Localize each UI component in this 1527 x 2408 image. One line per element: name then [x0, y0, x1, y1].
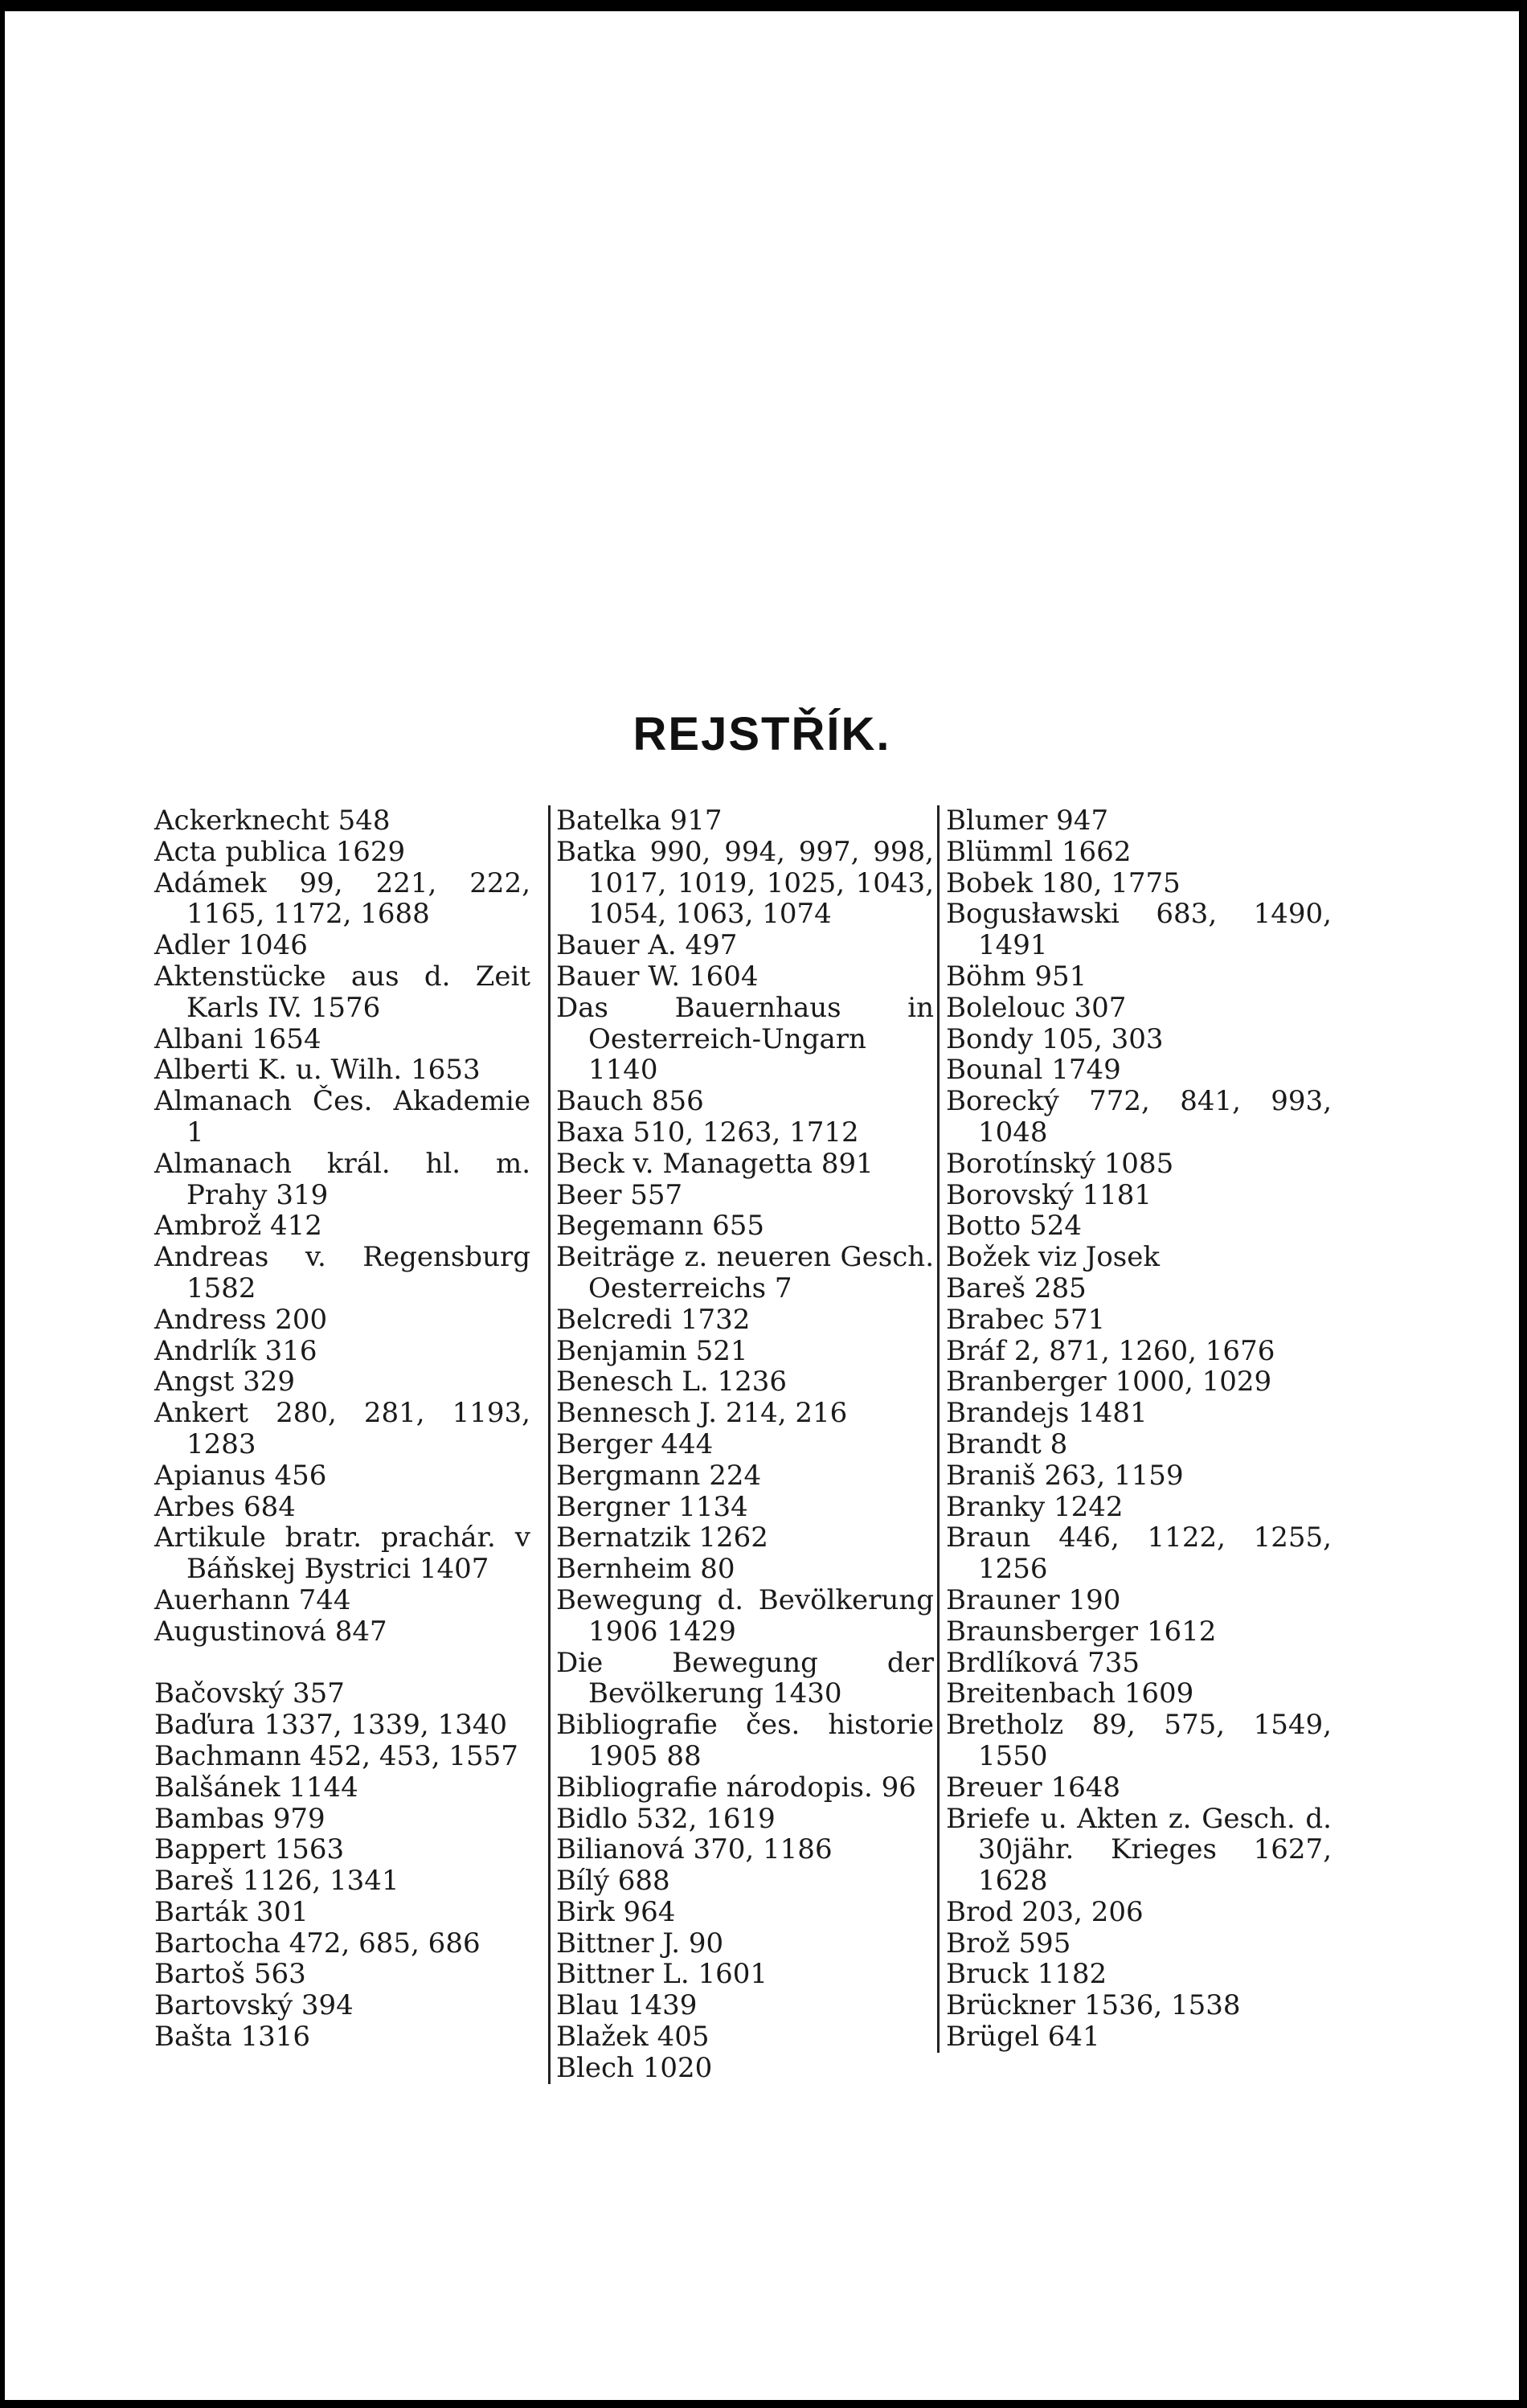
index-entry: Batelka 917 [556, 805, 723, 837]
index-entry: Borecký 772, 841, 993, 1048 [946, 1085, 1332, 1149]
index-entry: Apianus 456 [154, 1459, 327, 1492]
index-entry: Branberger 1000, 1029 [946, 1366, 1272, 1399]
index-entry: Bernheim 80 [556, 1553, 735, 1586]
index-entry: Beiträge z. neueren Gesch. Oesterreichs 7 [556, 1241, 934, 1304]
index-entry: Brückner 1536, 1538 [946, 1989, 1241, 2022]
index-entry: Bergner 1134 [556, 1490, 748, 1523]
index-entry: Acta publica 1629 [154, 835, 406, 868]
index-entry: Berger 444 [556, 1427, 714, 1460]
index-entry: Andrlík 316 [154, 1334, 317, 1367]
index-entry: Brabec 571 [946, 1303, 1106, 1336]
index-entry: Baďura 1337, 1339, 1340 [154, 1709, 508, 1742]
index-entry: Adámek 99, 221, 222, 1165, 1172, 1688 [154, 866, 530, 931]
index-entry: Bidlo 532, 1619 [556, 1802, 776, 1835]
index-page [5, 11, 1519, 2400]
index-entry: Brauner 190 [946, 1583, 1121, 1616]
index-entry: Breuer 1648 [946, 1771, 1120, 1804]
index-entry: Bewegung d. Bevölkerung 1906 1429 [556, 1583, 934, 1648]
page-title: REJSTŘÍK. [632, 708, 891, 760]
index-entry: Bappert 1563 [154, 1833, 345, 1866]
index-entry: Alberti K. u. Wilh. 1653 [154, 1054, 481, 1087]
index-entry: Blumer 947 [946, 805, 1109, 837]
index-entry: Bogusławski 683, 1490, 1491 [946, 898, 1332, 962]
index-entry: Almanach Čes. Akademie 1 [154, 1085, 530, 1149]
index-entry: Andreas v. Regensburg 1582 [154, 1241, 530, 1304]
index-entry: Bareš 285 [946, 1272, 1087, 1304]
index-entry: Bounal 1749 [946, 1054, 1121, 1087]
index-entry: Bartovský 394 [154, 1989, 354, 2022]
index-entry: Bačovský 357 [154, 1677, 345, 1710]
index-entry: Barták 301 [154, 1895, 309, 1928]
index-entry: Brandt 8 [946, 1427, 1068, 1460]
index-entry: Brod 203, 206 [946, 1895, 1144, 1928]
index-entry: Benesch L. 1236 [556, 1366, 788, 1399]
index-entry: Borovský 1181 [946, 1178, 1152, 1211]
index-entry: Benjamin 521 [556, 1334, 748, 1367]
index-entry: Brož 595 [946, 1927, 1071, 1960]
index-entry: Blümml 1662 [946, 835, 1132, 868]
index-entry: Arbes 684 [154, 1490, 296, 1523]
index-entry: Bibliografie čes. historie 1905 88 [556, 1709, 934, 1772]
index-entry: Die Bewegung der Bevölkerung 1430 [556, 1646, 934, 1710]
index-column-3 [937, 805, 1332, 2053]
index-entry: Breitenbach 1609 [946, 1677, 1194, 1710]
index-entry: Bambas 979 [154, 1802, 325, 1835]
index-entry: Ackerknecht 548 [154, 805, 391, 837]
index-entry: Brandejs 1481 [946, 1397, 1148, 1430]
index-entry: Aktenstücke aus d. Zeit Karls IV. 1576 [154, 960, 530, 1024]
index-entry: Bibliografie národopis. 96 [556, 1771, 916, 1804]
index-column-2 [548, 805, 934, 2084]
index-entry: Brügel 641 [946, 2021, 1100, 2054]
index-entry: Bilianová 370, 1186 [556, 1833, 833, 1866]
index-entry: Bauer W. 1604 [556, 960, 759, 993]
index-entry: Birk 964 [556, 1895, 676, 1928]
index-entry [154, 1648, 530, 1679]
index-entry: Batka 990, 994, 997, 998, 1017, 1019, 1025, 1043, 1054, 1063, 1074 [556, 835, 934, 931]
index-entry: Bolelouc 307 [946, 991, 1127, 1024]
index-entry: Adler 1046 [154, 929, 308, 962]
index-entry: Bobek 180, 1775 [946, 866, 1181, 899]
index-entry: Braun 446, 1122, 1255, 1256 [946, 1521, 1332, 1586]
index-entry: Bašta 1316 [154, 2021, 310, 2054]
index-entry: Andress 200 [154, 1303, 328, 1336]
index-entry: Bernatzik 1262 [556, 1521, 768, 1554]
index-entry: Albani 1654 [154, 1022, 321, 1055]
index-entry: Bittner L. 1601 [556, 1958, 768, 1991]
index-entry: Blažek 405 [556, 2021, 710, 2054]
index-entry: Bruck 1182 [946, 1958, 1107, 1991]
index-entry: Beck v. Managetta 891 [556, 1147, 874, 1180]
index-entry: Bráf 2, 871, 1260, 1676 [946, 1334, 1275, 1367]
index-entry: Blau 1439 [556, 1989, 698, 2022]
index-entry: Brdlíková 735 [946, 1646, 1140, 1679]
index-entry: Ankert 280, 281, 1193, 1283 [154, 1397, 530, 1460]
index-entry: Angst 329 [154, 1366, 296, 1399]
index-entry: Baxa 510, 1263, 1712 [556, 1116, 859, 1149]
index-entry: Bauer A. 497 [556, 929, 738, 962]
index-entry: Bareš 1126, 1341 [154, 1865, 399, 1898]
index-entry: Bílý 688 [556, 1865, 670, 1898]
index-entry: Bondy 105, 303 [946, 1022, 1164, 1055]
index-entry: Branky 1242 [946, 1490, 1124, 1523]
index-entry: Braunsberger 1612 [946, 1615, 1217, 1648]
index-entry: Blech 1020 [556, 2051, 713, 2084]
index-entry: Bergmann 224 [556, 1459, 762, 1492]
index-entry: Beer 557 [556, 1178, 683, 1211]
index-entry: Bittner J. 90 [556, 1927, 724, 1960]
index-entry: Das Bauernhaus in Oesterreich-Ungarn 1140 [556, 991, 934, 1087]
index-entry: Braniš 263, 1159 [946, 1459, 1184, 1492]
index-entry: Bauch 856 [556, 1085, 704, 1118]
index-entry: Božek viz Josek [946, 1241, 1160, 1274]
index-entry: Botto 524 [946, 1210, 1082, 1243]
index-entry: Artikule bratr. prachár. v Báňskej Bystrici 1407 [154, 1521, 530, 1586]
index-entry: Bartoš 563 [154, 1958, 306, 1991]
index-entry: Bartocha 472, 685, 686 [154, 1927, 481, 1960]
index-entry: Böhm 951 [946, 960, 1087, 993]
index-entry: Almanach král. hl. m. Prahy 319 [154, 1147, 530, 1211]
index-entry: Bennesch J. 214, 216 [556, 1397, 848, 1430]
index-entry: Augustinová 847 [154, 1615, 387, 1648]
index-entry: Ambrož 412 [154, 1210, 322, 1243]
index-entry: Belcredi 1732 [556, 1303, 751, 1336]
index-entry: Begemann 655 [556, 1210, 765, 1243]
index-entry: Borotínský 1085 [946, 1147, 1174, 1180]
index-entry: Auerhann 744 [154, 1583, 351, 1616]
index-column-1 [154, 805, 530, 2053]
index-entry: Bretholz 89, 575, 1549, 1550 [946, 1709, 1332, 1772]
index-entry: Bachmann 452, 453, 1557 [154, 1739, 518, 1772]
index-entry: Briefe u. Akten z. Gesch. d. 30jähr. Krieges 1627, 1628 [946, 1802, 1332, 1898]
index-entry: Balšánek 1144 [154, 1771, 358, 1804]
